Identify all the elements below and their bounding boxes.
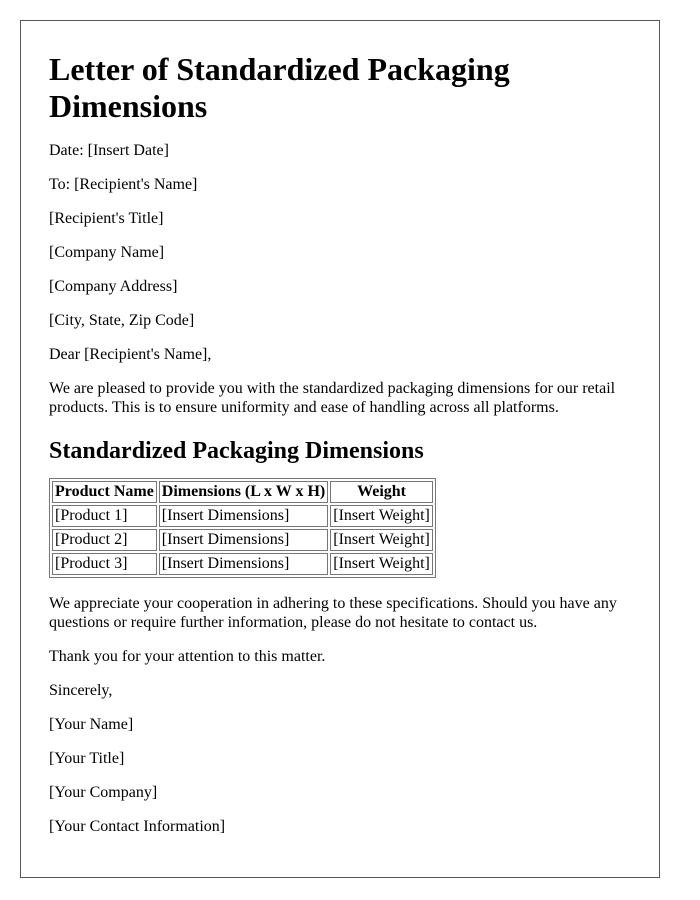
section-heading: Standardized Packaging Dimensions [49, 438, 424, 464]
signature-title: [Your Title] [49, 750, 125, 767]
intro-paragraph: We are pleased to provide you with the standardized packaging dimensions for our retail products. This is to ensure uniformity and ease of handling across all platforms. [49, 380, 616, 416]
signature-contact: [Your Contact Information] [49, 818, 226, 835]
column-header-dimensions: Dimensions (L x W x H) [159, 481, 328, 503]
recipient-title-line: [Recipient's Title] [49, 210, 164, 227]
cell-product-name: [Product 2] [52, 529, 157, 551]
table-row [52, 553, 433, 575]
salutation: Dear [Recipient's Name], [49, 346, 212, 363]
signoff: Sincerely, [49, 682, 113, 699]
company-address-line: [Company Address] [49, 278, 178, 295]
city-state-zip-line: [City, State, Zip Code] [49, 312, 195, 329]
closing-paragraph: We appreciate your cooperation in adhering to these specifications. Should you have any questions or require further information, please do not hesitate to contact us. [49, 595, 617, 631]
thanks-line: Thank you for your attention to this matter. [49, 648, 326, 665]
recipient-name-line: To: [Recipient's Name] [49, 176, 198, 193]
letter-page [20, 20, 660, 878]
letter-title: Letter of Standardized Packaging Dimensions [49, 51, 510, 124]
cell-weight: [Insert Weight] [330, 529, 433, 551]
column-header-weight: Weight [330, 481, 433, 503]
table-row [52, 505, 433, 527]
cell-dimensions: [Insert Dimensions] [159, 553, 328, 575]
signature-name: [Your Name] [49, 716, 134, 733]
table-header-row [52, 481, 433, 503]
cell-dimensions: [Insert Dimensions] [159, 529, 328, 551]
column-header-product-name: Product Name [52, 481, 157, 503]
dimensions-table [49, 478, 436, 578]
cell-weight: [Insert Weight] [330, 505, 433, 527]
cell-product-name: [Product 1] [52, 505, 157, 527]
date-line: Date: [Insert Date] [49, 142, 169, 159]
table-row [52, 529, 433, 551]
cell-product-name: [Product 3] [52, 553, 157, 575]
cell-weight: [Insert Weight] [330, 553, 433, 575]
cell-dimensions: [Insert Dimensions] [159, 505, 328, 527]
signature-company: [Your Company] [49, 784, 158, 801]
company-name-line: [Company Name] [49, 244, 165, 261]
